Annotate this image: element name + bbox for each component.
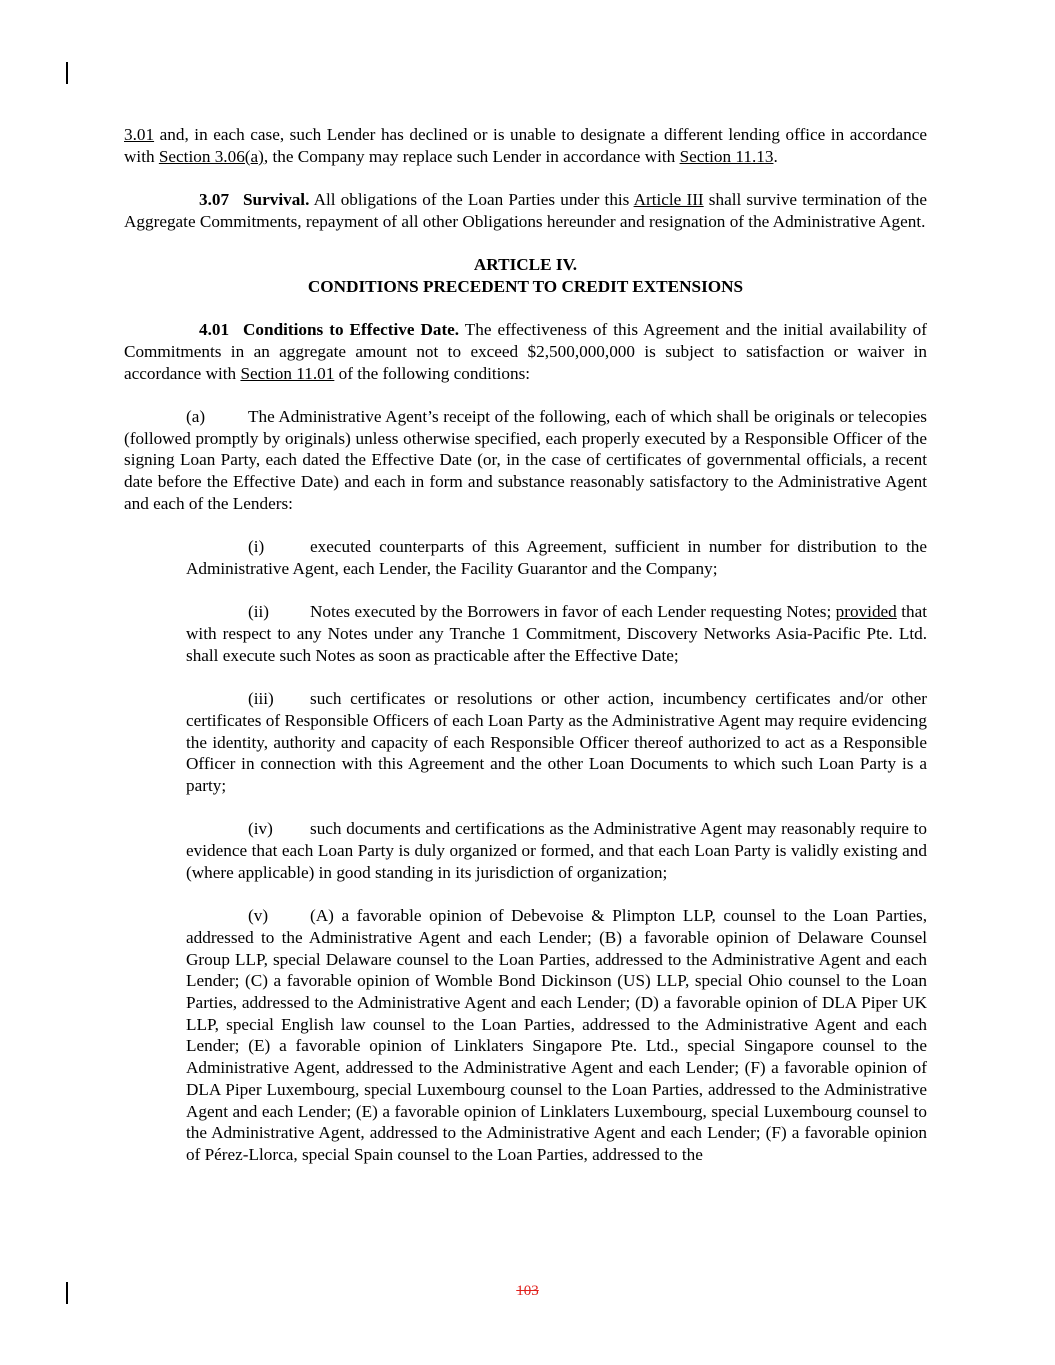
section-ref-3-06a: Section 3.06(a) (158, 146, 264, 166)
item-label: (i) (248, 537, 265, 557)
item-label: (iii) (248, 689, 274, 709)
article-ref-iii: Article III (633, 190, 704, 210)
item-a: (a) The Administrative Agent’s receipt of the following, each of which shall be originals or telecopies (followed promptly by originals) unless otherwise specified, each properly executed by a Responsible Officer of the signing Loan Party, each dated the Effective Date (or, in the case of certificates of governmental officials, a recent date before the Effective Date) and each in form and substance reasonably satisfactory to the Administrative Agent and each of the Lenders: (124, 407, 927, 513)
section-4-01: 4.01 Conditions to Effective Date. The effectiveness of this Agreement and the initial availability of Commitments in an aggregate amount not to exceed $2,500,000,000 is subject to satisfaction or waiver in accordance with Section 11.01 of the following conditions: (124, 320, 927, 383)
page-number: 103 (516, 1283, 539, 1299)
article-heading (124, 254, 927, 297)
section-3-07: 3.07 Survival. All obligations of the Loan Parties under this Article III shall survive termination of the Aggregate Commitments, repayment of all other Obligations hereunder and resignation of the Administrative Agent. (124, 190, 928, 231)
section-ref-3-01: 3.01 (124, 125, 155, 144)
item-ii: (ii) Notes executed by the Borrowers in favor of each Lender requesting Notes; provided that with respect to any Notes under any Tranche 1 Commitment, Discovery Networks Asia-Pacific Pte. Ltd. shall execute such Notes as soon as practicable after the Effective Date; (186, 602, 927, 665)
item-label: (ii) (248, 602, 269, 622)
section-number: 3.07 (199, 190, 230, 210)
item-label: (v) (248, 906, 269, 926)
section-heading: Conditions to Effective Date. (243, 320, 460, 340)
document-page (124, 124, 927, 1187)
item-iv: (iv) such documents and certifications as the Administrative Agent may reasonably require to evidence that each Loan Party is duly organized or formed, and that each Loan Party is validly existing and (where applicable) in good standing in its jurisdiction of organization; (186, 819, 927, 882)
provided-term: provided (835, 602, 897, 622)
section-number: 4.01 (199, 320, 230, 340)
item-v: (v) (A) a favorable opinion of Debevoise & Plimpton LLP, counsel to the Loan Parties, addressed to the Administrative Agent and each Lender; (B) a favorable opinion of Delaware Counsel Group LLP, special Delaware counsel to the Loan Parties, addressed to the Administrative Agent and each Lender; (C) a favorable opinion of Womble Bond Dickinson (US) LLP, special Ohio counsel to the Loan Parties, addressed to the Administrative Agent and each Lender; (D) a favorable opinion of DLA Piper UK LLP, special English law counsel to the Loan Parties, addressed to the Administrative Agent and each Lender; (E) a favorable opinion of Linklaters Singapore Pte. Ltd., special Singapore counsel to the Administrative Agent, addressed to the Administrative Agent and each Lender; (F) a favorable opinion of DLA Piper Luxembourg, special Luxembourg counsel to the Loan Parties, addressed to the Administrative Agent and each Lender; (E) a favorable opinion of Linklaters Luxembourg, special Luxembourg counsel to the Administrative Agent, addressed to the Administrative Agent and each Lender; (F) a favorable opinion of Pérez-Llorca, special Spain counsel to the Loan Parties, addressed to the (186, 906, 927, 1164)
item-label: (iv) (248, 819, 273, 839)
item-i: (i) executed counterparts of this Agreement, sufficient in number for distribution to the Administrative Agent, each Lender, the Facility Guarantor and the Company; (186, 537, 927, 578)
item-iii: (iii) such certificates or resolutions or other action, incumbency certificates and/or other certificates of Responsible Officers of each Loan Party as the Administrative Agent may require evidencing the identity, authority and capacity of each Responsible Officer thereof authorized to act as a Responsible Officer in connection with this Agreement and the other Loan Documents to which such Loan Party is a party; (186, 689, 927, 795)
section-ref-11-13: Section 11.13 (679, 146, 774, 166)
article-number: ARTICLE IV. (473, 255, 578, 275)
section-ref-11-01: Section 11.01 (240, 363, 335, 383)
paragraph-continuation: 3.01 and, in each case, such Lender has declined or is unable to designate a different lending office in accordance with Section 3.06(a), the Company may replace such Lender in accordance with Section 11.13. (124, 125, 927, 166)
section-heading: Survival. (243, 190, 310, 210)
item-label: (a) (186, 407, 206, 427)
revision-bar-top (66, 62, 68, 84)
article-title: CONDITIONS PRECEDENT TO CREDIT EXTENSIONS (307, 276, 744, 296)
